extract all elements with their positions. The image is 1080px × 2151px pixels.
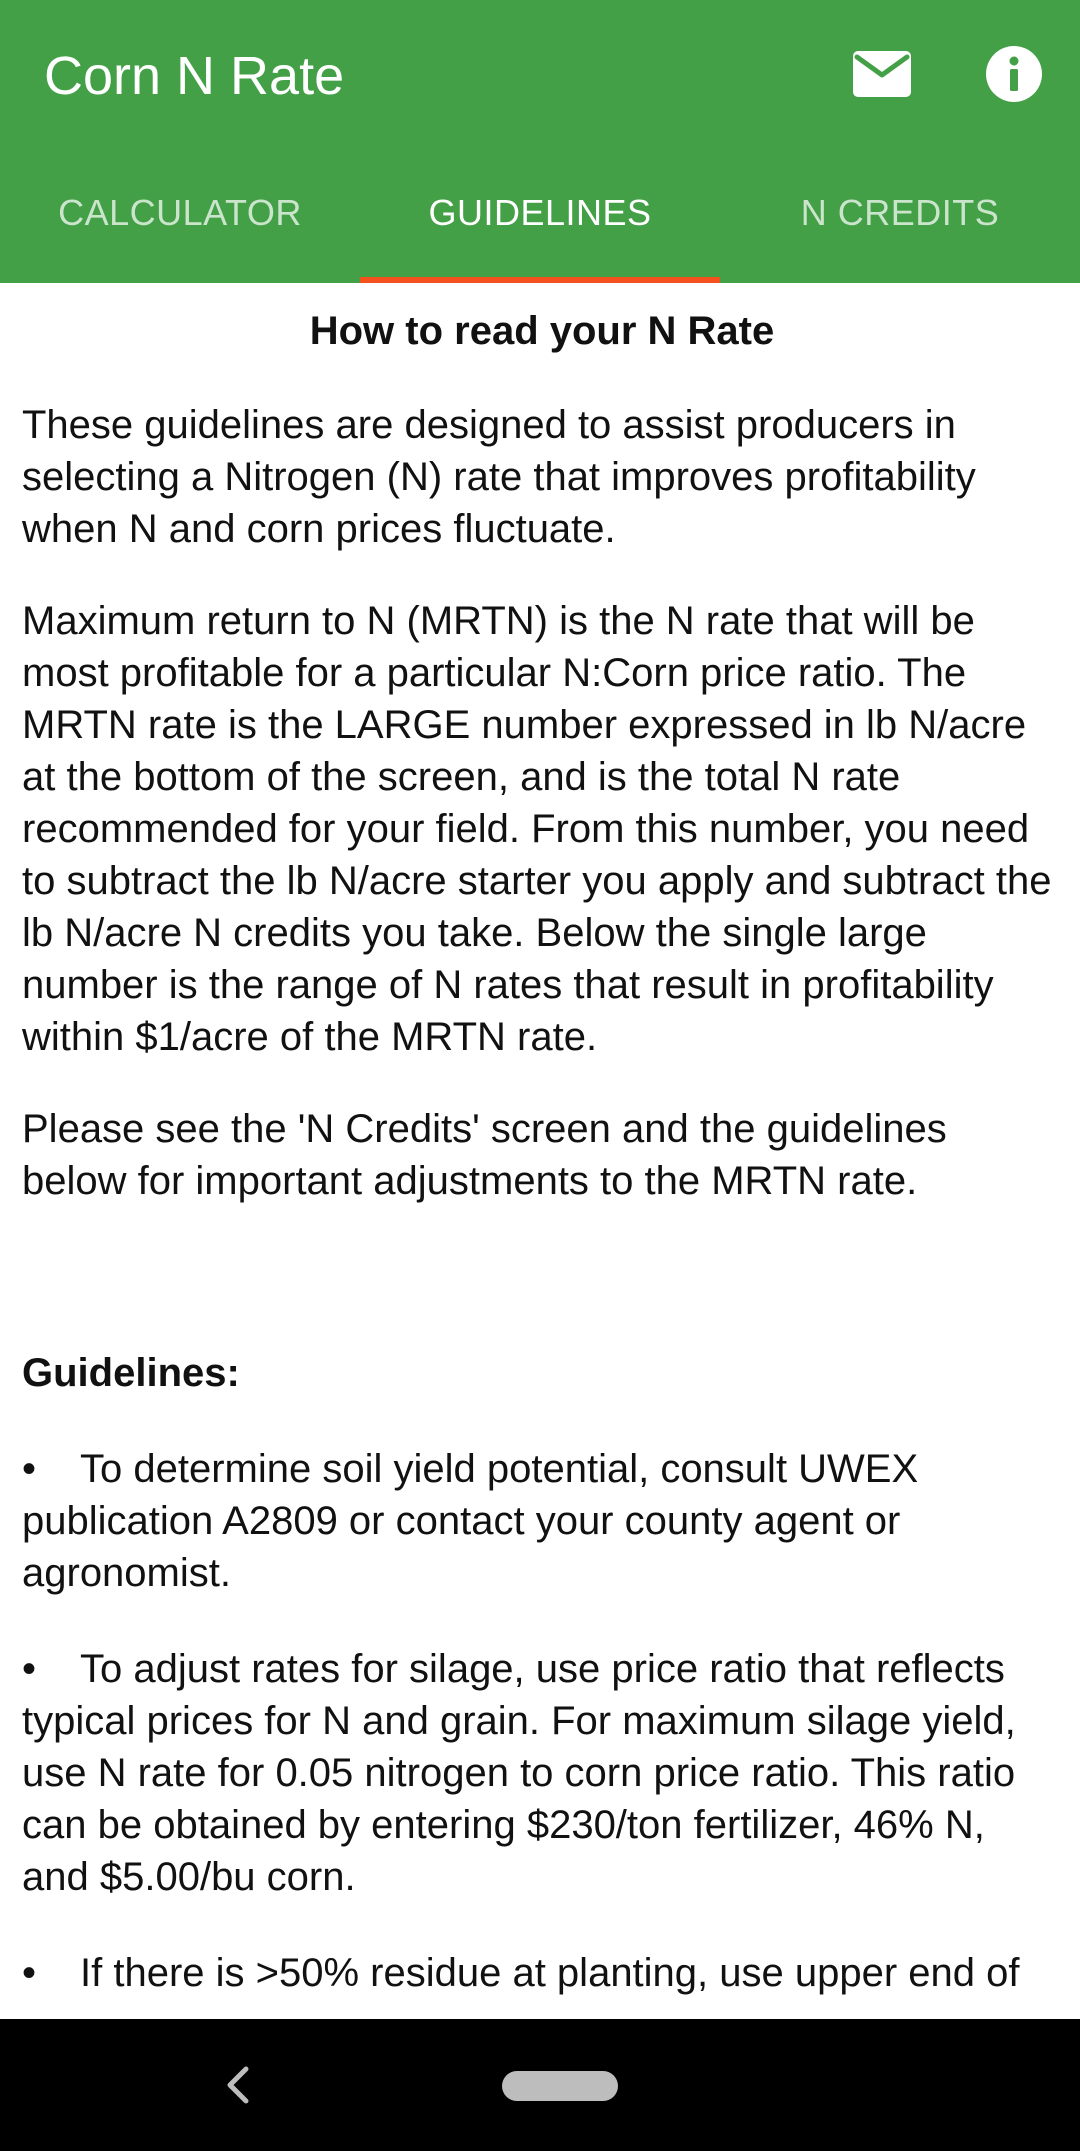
- mail-icon: [853, 51, 911, 97]
- guidelines-scroll-view[interactable]: [0, 283, 1080, 2019]
- bullet-marker: •: [22, 1647, 37, 1691]
- guidelines-content: [22, 283, 1062, 1999]
- bullet-text: To adjust rates for silage, use price ratio that reflects typical prices for N and grain. For maximum silage yield, use N rate for 0.05 nitrogen to corn price ratio. This ratio can be obtained by entering $230/ton fertilizer, 46% N, and $5.00/bu corn.: [22, 1647, 1016, 1899]
- home-pill-icon[interactable]: [502, 2071, 618, 2101]
- mail-button[interactable]: [846, 38, 918, 110]
- bullet-marker: •: [22, 1447, 37, 1491]
- list-item: [22, 1443, 1062, 1599]
- tab-bar: [0, 148, 1080, 283]
- guidelines-title: Guidelines:: [22, 1351, 240, 1395]
- app-bar: [0, 0, 1080, 283]
- tab-guidelines-label: GUIDELINES: [428, 191, 652, 233]
- page-heading: How to read your N Rate: [309, 309, 775, 353]
- info-icon: [986, 46, 1042, 102]
- list-item: [22, 1947, 1062, 1999]
- tab-n-credits-label: N CREDITS: [800, 191, 1000, 233]
- intro-paragraph: These guidelines are designed to assist producers in selecting a Nitrogen (N) rate that improves profitability when N and corn prices fluctuate.: [22, 403, 976, 551]
- mrtn-paragraph: Maximum return to N (MRTN) is the N rate that will be most profitable for a particular N:Corn price ratio. The MRTN rate is the LARGE number expressed in lb N/acre at the bottom of the screen, and is the total N rate recommended for your field. From this number, you need to subtract the lb N/acre starter you apply and subtract the lb N/acre N credits you take. Below the single large number is the range of N rates that result in profitability within $1/acre of the MRTN rate.: [22, 599, 1052, 1059]
- tab-guidelines[interactable]: [360, 148, 720, 283]
- bullet-marker: •: [22, 1951, 37, 1995]
- bullet-text: To determine soil yield potential, consult UWEX publication A2809 or contact your county agent or agronomist.: [22, 1447, 919, 1595]
- info-button[interactable]: [978, 38, 1050, 110]
- tab-calculator-label: CALCULATOR: [58, 191, 302, 233]
- bullet-text: If there is >50% residue at planting, use upper end of: [80, 1951, 1020, 1995]
- list-item: [22, 1643, 1062, 1903]
- app-title: Corn N Rate: [44, 46, 345, 106]
- system-nav-bar: [0, 2019, 1080, 2151]
- tab-n-credits[interactable]: [720, 148, 1080, 283]
- back-chevron-icon[interactable]: [222, 2063, 252, 2107]
- adjustments-paragraph: Please see the 'N Credits' screen and the guidelines below for important adjustments to the MRTN rate.: [22, 1107, 947, 1203]
- tab-calculator[interactable]: [0, 148, 360, 283]
